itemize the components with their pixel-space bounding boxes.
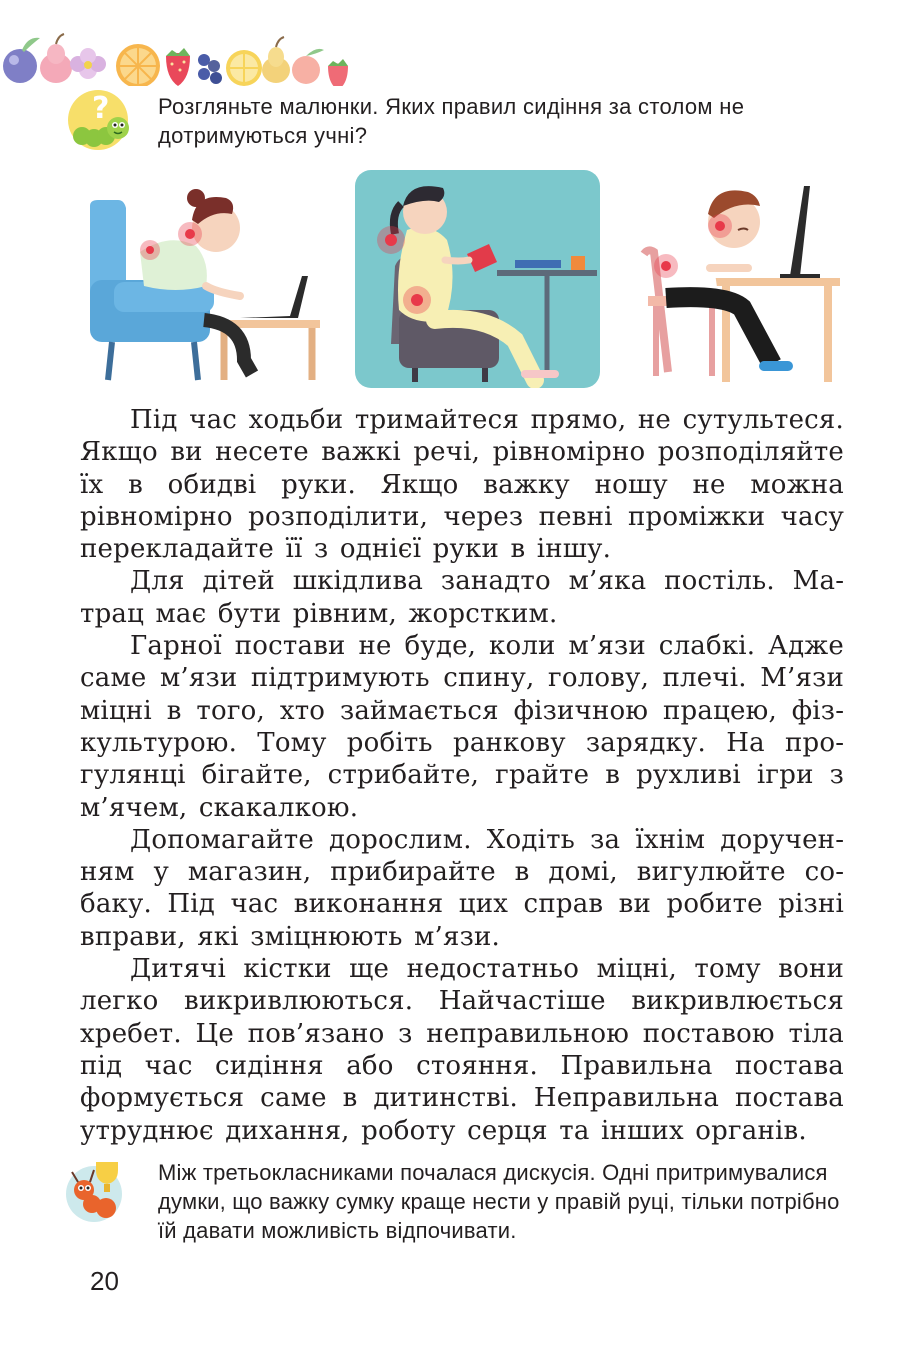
girl-laptop-armchair-illustration	[84, 170, 334, 388]
discussion-text: Між третьокласниками почалася дискусія. Одні притримувалися думки, що важку сумку краще нести у правій руці, тільки потрібно їй давати можливість відпочивати.	[158, 1160, 840, 1243]
question-caterpillar-icon	[62, 88, 134, 152]
plum-icon	[3, 38, 40, 83]
paragraph-helping: Допомагайте дорослим. Ходіть за їхнім дорученням у магазин, прибирайте в домі, вигулюйте собаку. Під час виконання цих справ ви робите різні вправи, які зміцнюють м’язи.	[80, 824, 844, 952]
svg-text:?: ?	[92, 91, 110, 126]
peach-icon	[292, 49, 324, 84]
fruit-border-decoration	[0, 20, 360, 86]
paragraph-bed: Для дітей шкідлива занадто м’яка постіль. Матрац має бути рівним, жорстким.	[80, 566, 844, 629]
girl-reading-illustration	[355, 170, 600, 388]
pear-icon	[40, 34, 72, 83]
page-number: 20	[90, 1266, 119, 1296]
ant-trophy-icon	[62, 1160, 126, 1222]
lemon-slice-icon	[226, 50, 262, 86]
flower-icon	[70, 48, 106, 79]
paragraph-walking: Під час ходьби тримайтеся прямо, не сутультеся. Якщо ви несете важкі речі, рівномірно розподіляйте їх в обидві руки. Якщо важку ношу не можна рівномірно розподілити, через певні проміжки часу перекладайте її з однієї руки в іншу.	[80, 405, 844, 565]
strawberry-small-icon	[328, 59, 348, 86]
blueberry-icon	[198, 54, 222, 84]
paragraph-muscles: Гарної постави не буде, коли м’язи слабкі. Адже саме м’язи підтримують спину, голову, плечі. М’язи міцні в того, хто займається фізичною працею, фізкультурою. Тому робіть ранкову зарядку. На прогулянці бігайте, стрибайте, грайте в рухливі ігри з м’ячем, скакалкою.	[80, 631, 844, 823]
main-text	[80, 404, 844, 1147]
boy-computer-illustration	[622, 170, 844, 388]
orange-slice-icon	[116, 44, 160, 86]
pear-yellow-icon	[262, 37, 290, 83]
paragraph-bones: Дитячі кістки ще недостатньо міцні, тому вони легко викривлюються. Найчастіше викривлюється хребет. Це пов’язано з неправильною поставою тіла під час сидіння або стояння. Правильна постава формується саме в дитинстві. Неправильна постава утруднює дихання, роботу серця та інших органів.	[80, 954, 844, 1146]
strawberry-icon	[166, 48, 190, 86]
task-question: Розгляньте малюнки. Яких правил сидіння за столом не дотримуються учні?	[158, 94, 745, 148]
